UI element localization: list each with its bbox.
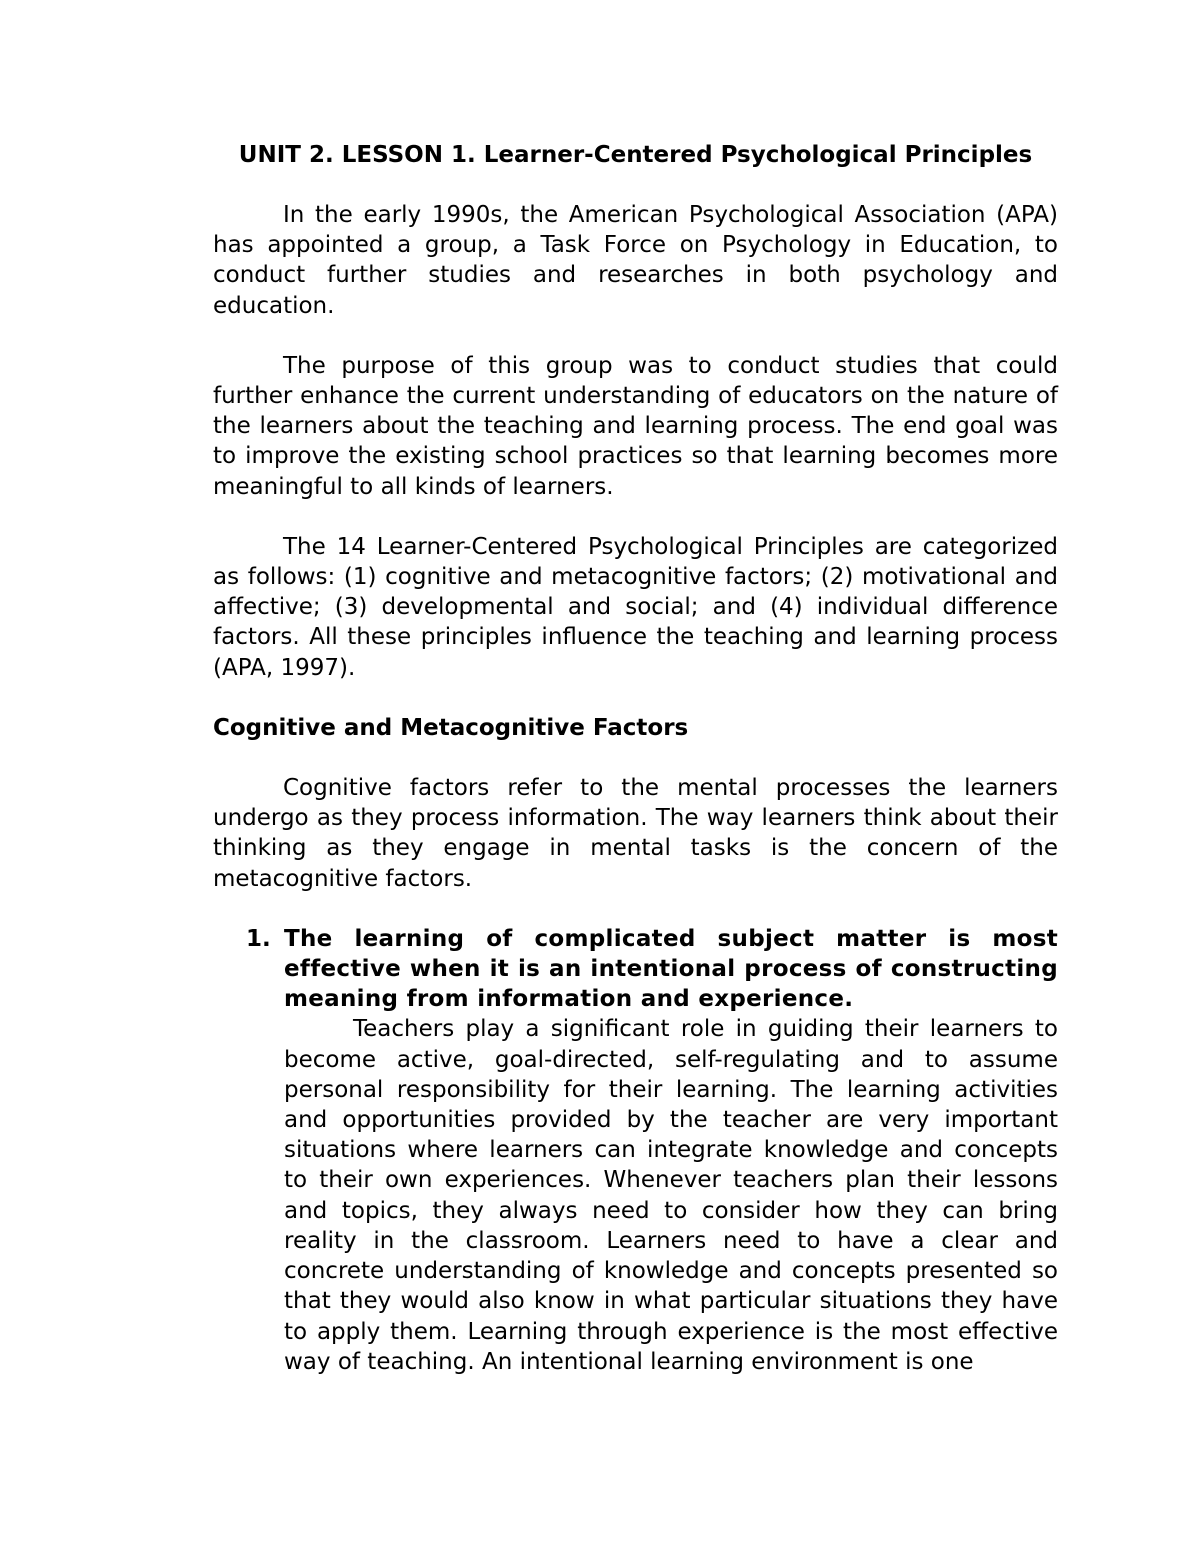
document-title: UNIT 2. LESSON 1. Learner-Centered Psychological Principles — [238, 142, 1033, 168]
principles-list — [213, 924, 1058, 1377]
paragraph-apa-task-force: In the early 1990s, the American Psychological Association (APA) has appointed a group, a Task Force on Psychology in Education, to conduct further studies and researches in both psychology and education. — [213, 202, 1058, 319]
section-intro: Cognitive factors refer to the mental processes the learners undergo as they process information. The way learners think about their thinking as they engage in mental tasks is the concern of the metacognitive factors. — [213, 775, 1058, 892]
list-item-body: Teachers play a significant role in guiding their learners to become active, goal-directed, self-regulating and to assume personal responsibility for their learning. The learning activities and opportunities provided by the teacher are very important situations where learners can integrate knowledge and concepts to their own experiences. Whenever teachers plan their lessons and topics, they always need to consider how they can bring reality in the classroom. Learners need to have a clear and concrete understanding of knowledge and concepts presented so that they would also know in what particular situations they have to apply them. Learning through experience is the most effective way of teaching. An intentional learning environment is one — [284, 1016, 1058, 1375]
list-item — [213, 924, 1058, 1377]
list-item-title: The learning of complicated subject matter is most effective when it is an intentional process of constructing meaning from information and experience. — [284, 925, 1058, 1013]
list-item-number: 1. — [246, 925, 271, 952]
section-heading: Cognitive and Metacognitive Factors — [213, 714, 689, 741]
paragraph-purpose: The purpose of this group was to conduct studies that could further enhance the current understanding of educators on the nature of the learners about the teaching and learning process. The end goal was to improve the existing school practices so that learning becomes more meaningful to all kinds of learners. — [213, 352, 1058, 500]
document-page — [213, 140, 1058, 1377]
paragraph-principles-categories: The 14 Learner-Centered Psychological Principles are categorized as follows: (1) cognitive and metacognitive factors; (2) motivational and affective; (3) developmental and social; and (4) individual difference factors. All these principles influence the teaching and learning process (APA, 1997). — [213, 533, 1058, 681]
